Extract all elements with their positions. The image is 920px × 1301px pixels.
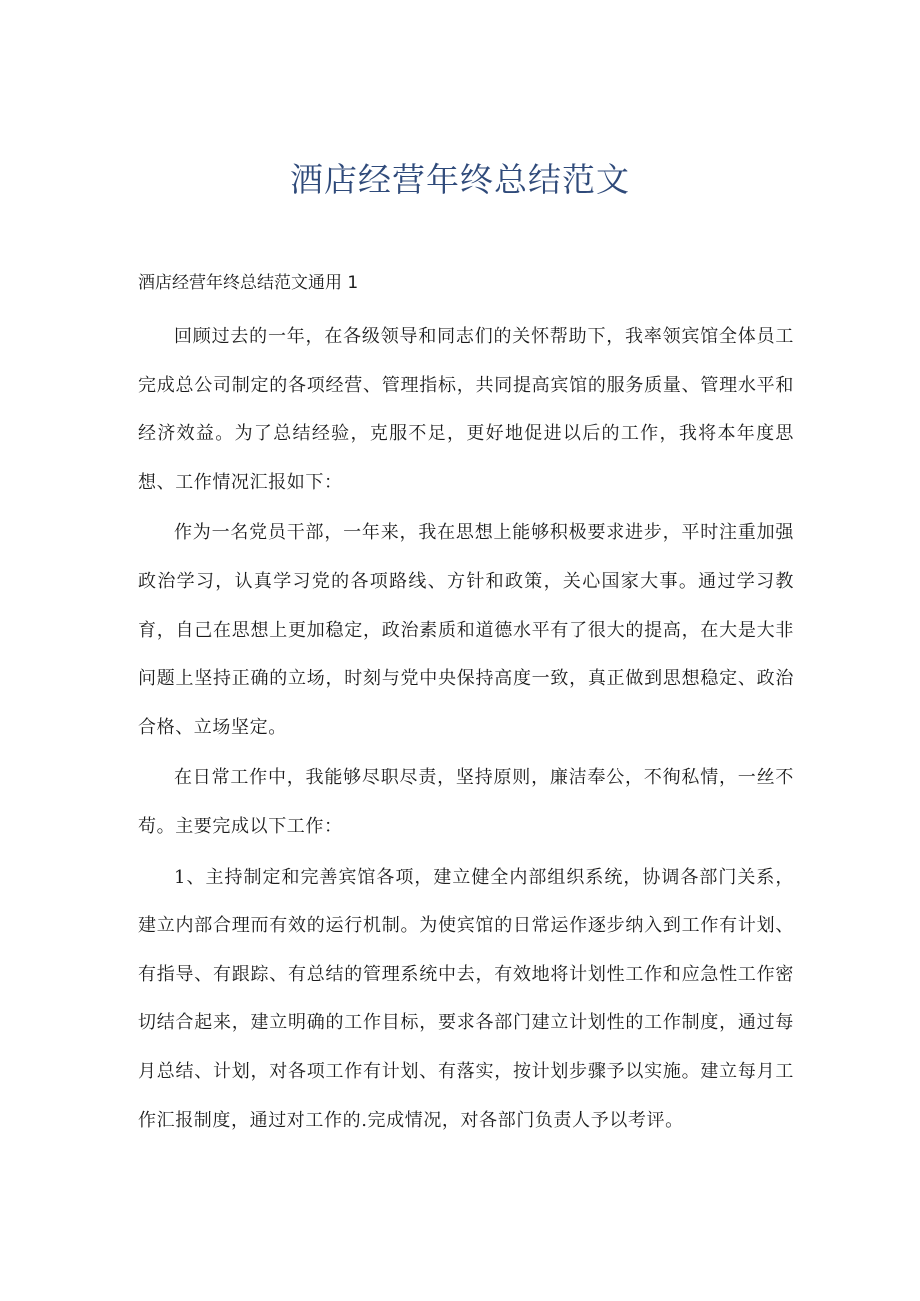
paragraph: 1、主持制定和完善宾馆各项，建立健全内部组织系统，协调各部门关系，建立内部合理而有效的运行机制。为使宾馆的日常运作逐步纳入到工作有计划、有指导、有跟踪、有总结的管理系统中去，有效地将计划性工作和应急性工作密切结合起来，建立明确的工作目标，要求各部门建立计划性的工作制度，通过每月总结、计划，对各项工作有计划、有落实，按计划步骤予以实施。建立每月工作汇报制度，通过对工作的.完成情况，对各部门负责人予以考评。 xyxy=(138,866,794,1131)
document-title: 酒店经营年终总结范文 xyxy=(290,160,630,199)
paragraph: 作为一名党员干部，一年来，我在思想上能够积极要求进步，平时注重加强政治学习，认真学习党的各项路线、方针和政策，关心国家大事。通过学习教育，自己在思想上更加稳定，政治素质和道德水平有了很大的提高，在大是大非问题上坚持正确的立场，时刻与党中央保持高度一致，真正做到思想稳定、政治合格、立场坚定。 xyxy=(138,522,794,738)
paragraph: 回顾过去的一年，在各级领导和同志们的关怀帮助下，我率领宾馆全体员工完成总公司制定的各项经营、管理指标，共同提高宾馆的服务质量、管理水平和经济效益。为了总结经验，克服不足，更好地促进以后的工作，我将本年度思想、工作情况汇报如下： xyxy=(138,326,794,493)
document-body xyxy=(138,313,794,1147)
paragraph: 在日常工作中，我能够尽职尽责，坚持原则，廉洁奉公，不徇私情，一丝不苟。主要完成以下工作： xyxy=(138,767,794,837)
document-subtitle: 酒店经营年终总结范文通用 1 xyxy=(138,273,359,293)
